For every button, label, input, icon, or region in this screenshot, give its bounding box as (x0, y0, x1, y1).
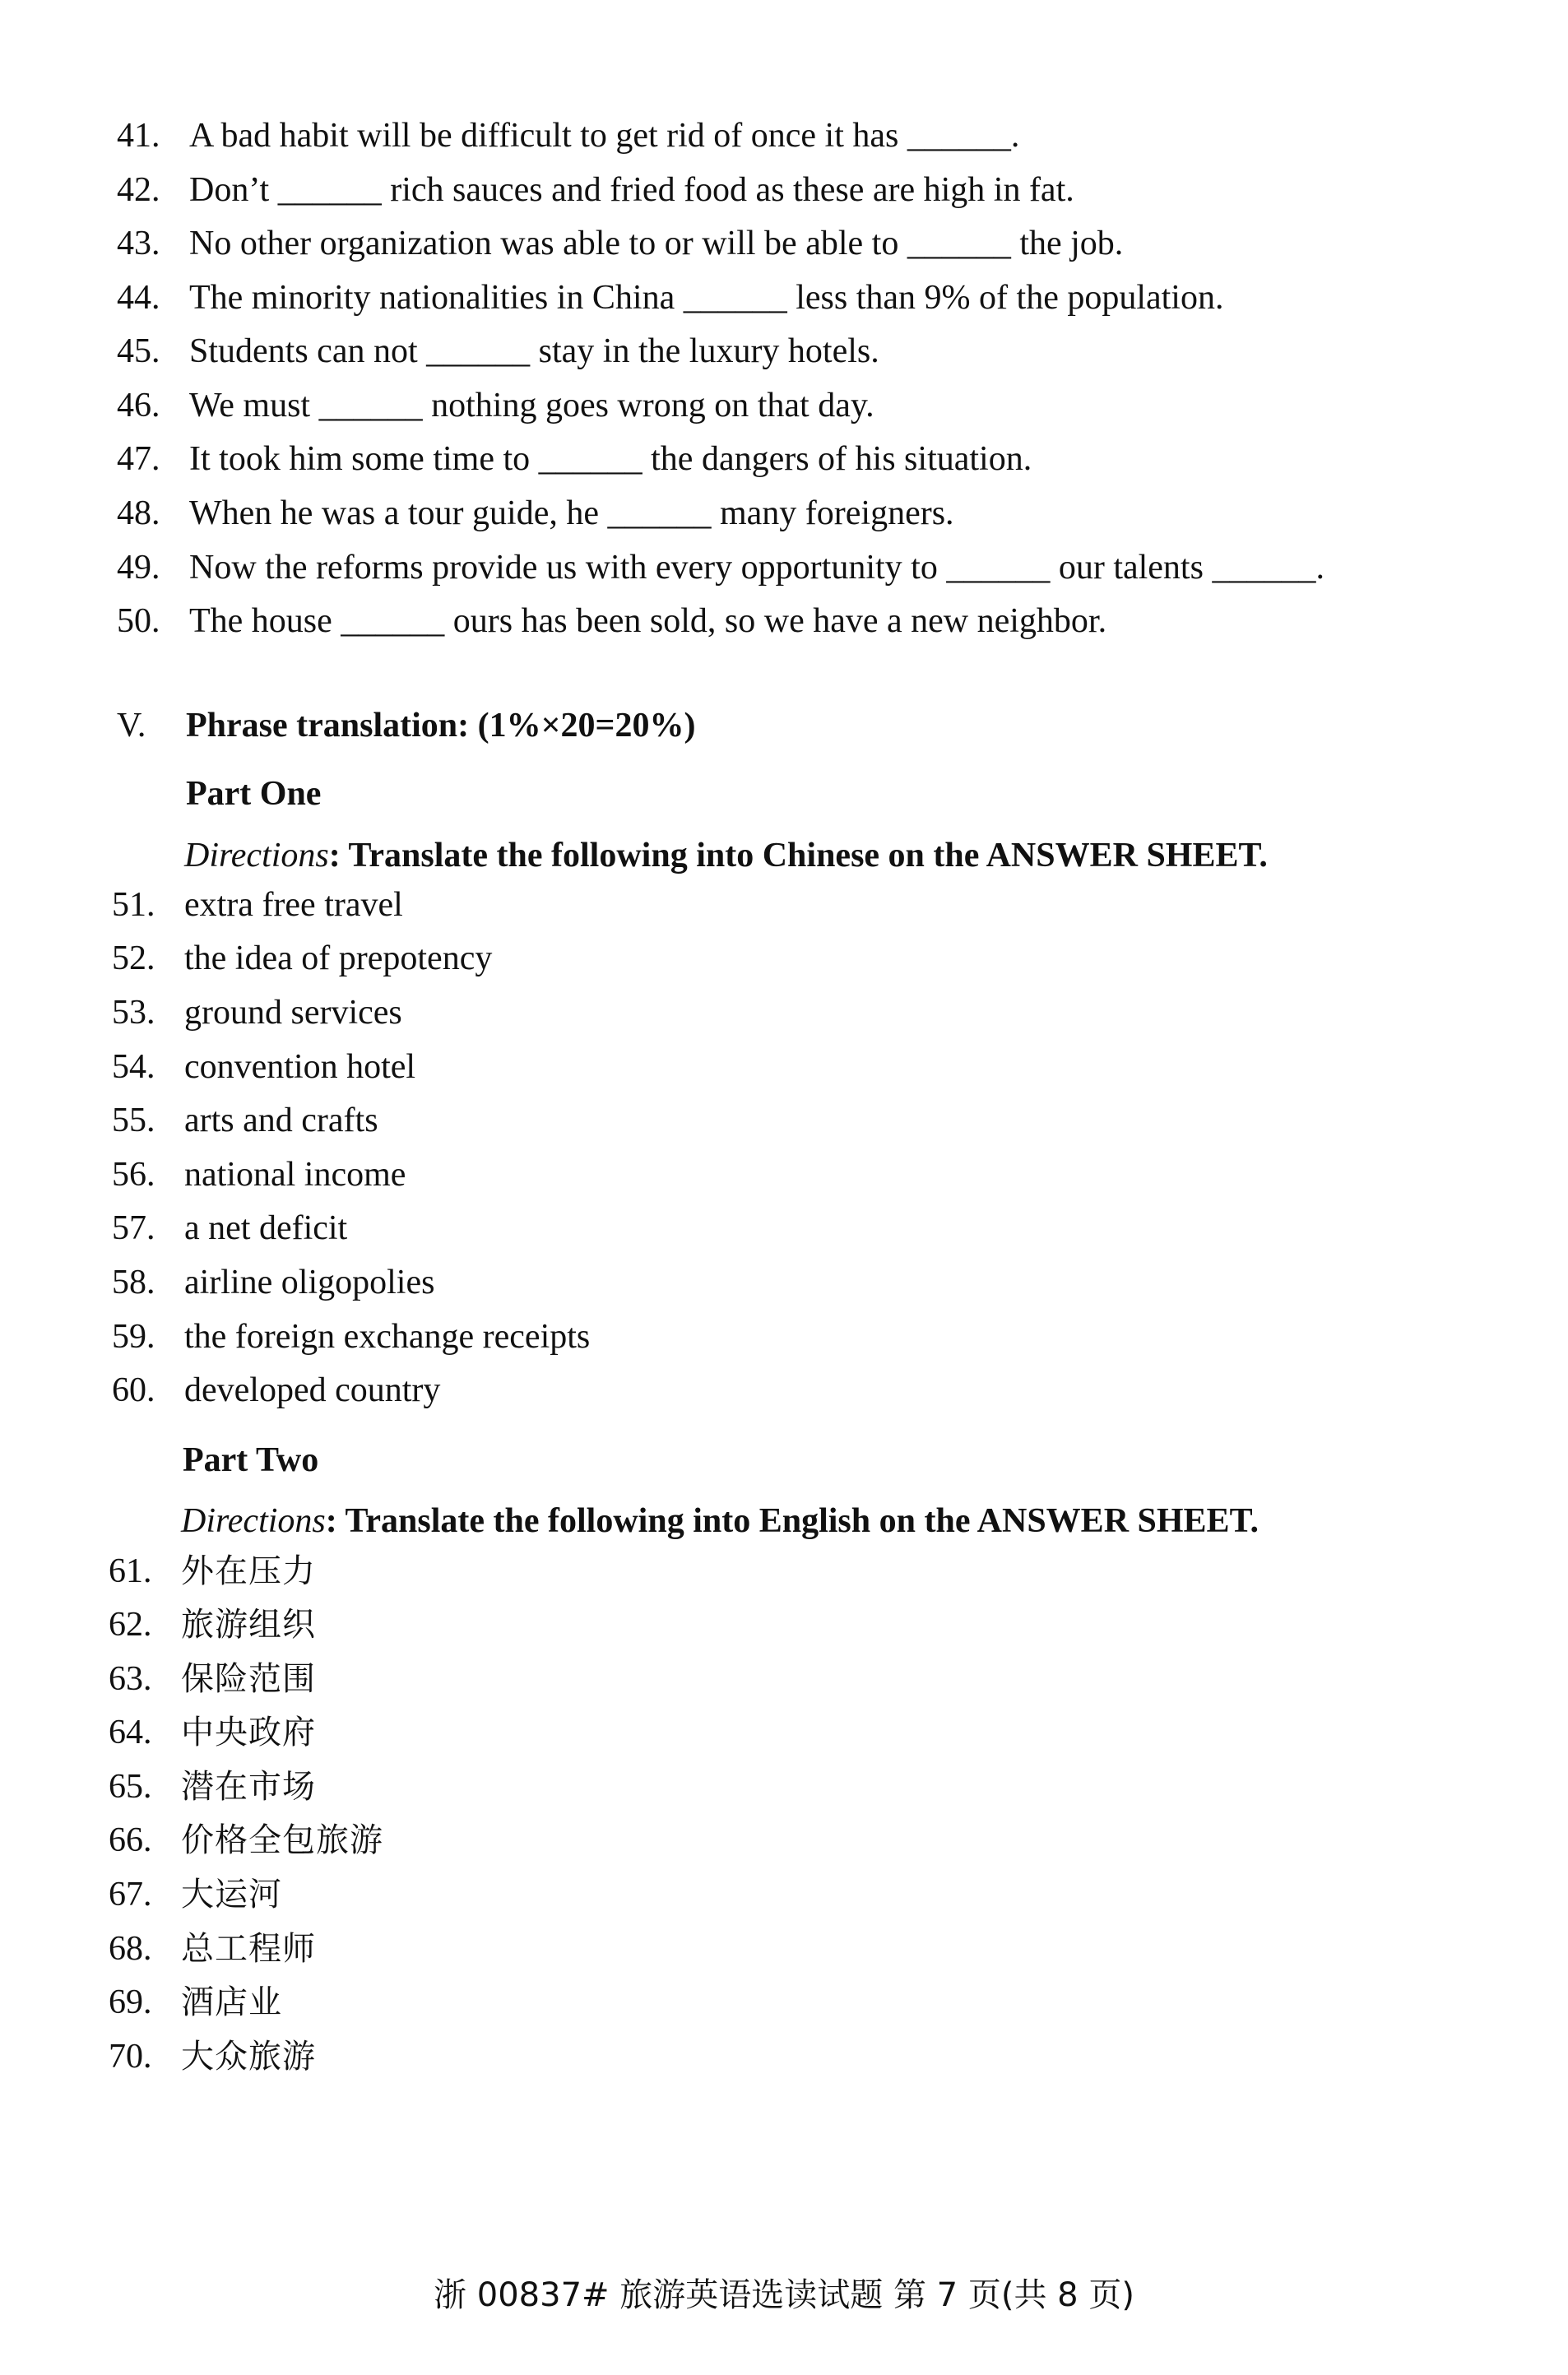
question-text: a net deficit (184, 1209, 348, 1247)
question-text: The minority nationalities in China ______ less than 9% of the population. (189, 279, 1224, 317)
question-54 (112, 1046, 415, 1088)
question-text: developed country (184, 1371, 441, 1409)
question-64 (109, 1712, 316, 1753)
directions-label: Directions (181, 1502, 326, 1540)
question-51 (112, 884, 403, 925)
question-text: arts and crafts (184, 1102, 378, 1139)
question-text: 大运河 (181, 1876, 282, 1913)
question-55 (112, 1100, 378, 1141)
question-text: ground services (184, 994, 402, 1032)
question-number: 53. (112, 994, 155, 1032)
question-58 (112, 1262, 434, 1303)
question-number: 42. (117, 171, 160, 209)
question-text: No other organization was able to or will be able to ______ the job. (189, 225, 1124, 262)
question-text: A bad habit will be difficult to get rid of once it has ______. (189, 117, 1020, 155)
question-number: 67. (109, 1876, 152, 1913)
question-48 (117, 493, 954, 534)
question-67 (109, 1874, 282, 1915)
question-66 (109, 1820, 383, 1861)
question-text: 酒店业 (181, 1983, 282, 2021)
part-one-directions (184, 835, 1268, 876)
question-number: 47. (117, 440, 160, 478)
part-one-title: Part One (186, 775, 322, 813)
question-number: 59. (112, 1318, 155, 1356)
question-number: 61. (109, 1552, 152, 1590)
question-text: 大众旅游 (181, 2038, 316, 2076)
question-text: extra free travel (184, 886, 403, 924)
question-68 (109, 1928, 316, 1969)
question-62 (109, 1604, 316, 1645)
question-text: 潜在市场 (181, 1768, 316, 1806)
question-70 (109, 2036, 316, 2077)
question-text: national income (184, 1156, 406, 1194)
question-number: 46. (117, 387, 160, 424)
question-number: 41. (117, 117, 160, 155)
question-text: 外在压力 (181, 1552, 316, 1590)
question-text: 保险范围 (181, 1660, 316, 1698)
question-number: 54. (112, 1048, 155, 1086)
question-text: the idea of prepotency (184, 939, 493, 977)
question-number: 68. (109, 1930, 152, 1968)
question-text: Don’t ______ rich sauces and fried food as these are high in fat. (189, 171, 1074, 209)
question-61 (109, 1551, 316, 1592)
question-number: 49. (117, 549, 160, 587)
question-60 (112, 1370, 440, 1411)
question-text: We must ______ nothing goes wrong on that day. (189, 387, 874, 424)
section-roman-numeral: V. (117, 707, 146, 745)
question-57 (112, 1208, 347, 1249)
question-number: 48. (117, 494, 160, 532)
question-number: 57. (112, 1209, 155, 1247)
question-text: Students can not ______ stay in the luxury hotels. (189, 332, 879, 370)
question-text: It took him some time to ______ the dangers of his situation. (189, 440, 1032, 478)
question-number: 58. (112, 1264, 155, 1301)
question-50 (117, 601, 1106, 642)
part-two-title: Part Two (183, 1441, 319, 1479)
question-text: convention hotel (184, 1048, 416, 1086)
directions-text: : Translate the following into Chinese on the ANSWER SHEET. (328, 837, 1268, 874)
directions-label: Directions (184, 837, 329, 874)
question-65 (109, 1766, 316, 1807)
question-text: 旅游组织 (181, 1606, 316, 1644)
question-text: When he was a tour guide, he ______ many foreigners. (189, 494, 954, 532)
question-number: 60. (112, 1371, 155, 1409)
directions-text: : Translate the following into English on the ANSWER SHEET. (325, 1502, 1259, 1540)
question-number: 55. (112, 1102, 155, 1139)
question-number: 43. (117, 225, 160, 262)
question-52 (112, 938, 492, 979)
part-two-directions (181, 1501, 1259, 1542)
question-text: airline oligopolies (184, 1264, 435, 1301)
question-47 (117, 438, 1032, 480)
question-number: 62. (109, 1606, 152, 1644)
section-v-heading (117, 705, 695, 746)
question-43 (117, 223, 1123, 264)
question-49 (117, 547, 1324, 588)
question-63 (109, 1658, 316, 1700)
question-number: 69. (109, 1983, 152, 2021)
question-number: 63. (109, 1660, 152, 1698)
question-42 (117, 169, 1074, 211)
question-41 (117, 115, 1019, 156)
question-number: 50. (117, 602, 160, 640)
question-45 (117, 331, 879, 372)
question-number: 70. (109, 2038, 152, 2076)
question-44 (117, 277, 1223, 318)
question-number: 64. (109, 1714, 152, 1751)
question-number: 44. (117, 279, 160, 317)
question-69 (109, 1982, 282, 2023)
question-53 (112, 992, 402, 1033)
question-number: 65. (109, 1768, 152, 1806)
question-number: 45. (117, 332, 160, 370)
question-text: 中央政府 (181, 1714, 316, 1751)
question-text: 总工程师 (181, 1930, 316, 1968)
question-46 (117, 385, 874, 426)
page-footer: 浙 00837# 旅游英语选读试题 第 7 页(共 8 页) (434, 2276, 1134, 2314)
section-title: Phrase translation: (1%×20=20%) (186, 707, 696, 745)
question-text: The house ______ ours has been sold, so we have a new neighbor. (189, 602, 1107, 640)
question-59 (112, 1316, 590, 1357)
question-text: 价格全包旅游 (181, 1821, 383, 1859)
question-number: 52. (112, 939, 155, 977)
question-number: 56. (112, 1156, 155, 1194)
question-number: 51. (112, 886, 155, 924)
question-text: Now the reforms provide us with every opportunity to ______ our talents ______. (189, 549, 1324, 587)
question-text: the foreign exchange receipts (184, 1318, 591, 1356)
question-56 (112, 1154, 406, 1195)
question-number: 66. (109, 1821, 152, 1859)
